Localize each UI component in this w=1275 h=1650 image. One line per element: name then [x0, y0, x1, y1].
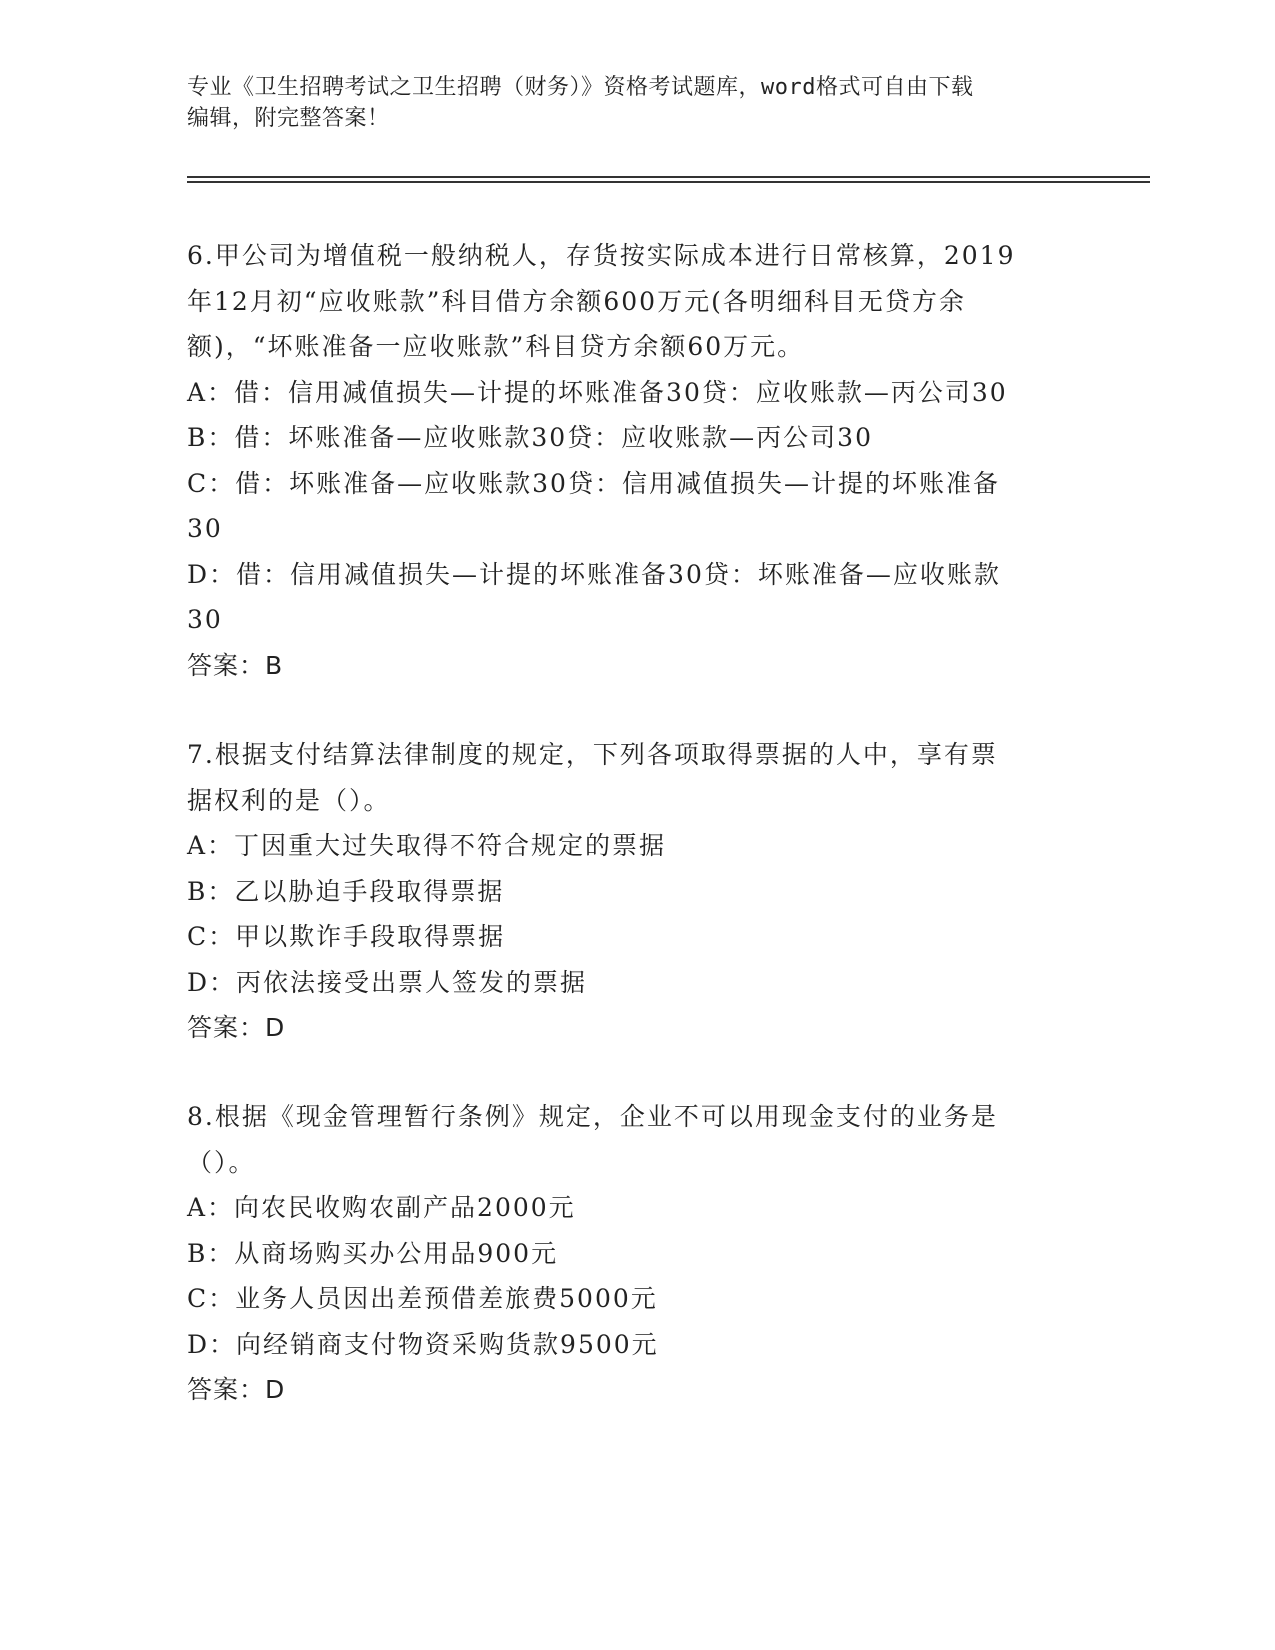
question-stem-line: 额)，“坏账准备一应收账款”科目贷方余额60万元。: [187, 332, 805, 361]
option-a: A：丁因重大过失取得不符合规定的票据: [187, 831, 667, 860]
option-b: B：从商场购买办公用品900元: [187, 1238, 559, 1268]
header-line-1: 专业《卫生招聘考试之卫生招聘（财务）》资格考试题库，word格式可自由下载: [187, 75, 974, 100]
header-divider-top: [187, 176, 1150, 178]
answer-label: 答案：B: [187, 650, 284, 680]
answer-label: 答案：D: [187, 1375, 286, 1404]
option-b: B：借：坏账准备—应收账款30贷：应收账款—丙公司30: [187, 423, 873, 452]
question-stem-line: 8.根据《现金管理暂行条例》规定，企业不可以用现金支付的业务是: [187, 1102, 998, 1131]
question-stem-line: 据权利的是（）。: [187, 785, 391, 815]
question-7: [187, 732, 1067, 1051]
option-a: A：借：信用减值损失—计提的坏账准备30贷：应收账款—丙公司30: [187, 377, 1008, 407]
option-c: C：甲以欺诈手段取得票据: [187, 922, 506, 951]
question-stem-line: 6.甲公司为增值税一般纳税人，存货按实际成本进行日常核算，2019: [187, 241, 1016, 270]
question-stem-line: （）。: [187, 1147, 256, 1177]
option-d: D：丙依法接受出票人签发的票据: [187, 967, 588, 997]
option-a: A：向农民收购农副产品2000元: [187, 1193, 576, 1222]
option-c: C：借：坏账准备—应收账款30贷：信用减值损失—计提的坏账准备: [187, 468, 1000, 498]
header-divider-bottom: [187, 181, 1150, 183]
option-d: D：借：信用减值损失—计提的坏账准备30贷：坏账准备—应收账款: [187, 559, 1001, 589]
question-8: [187, 1094, 1067, 1413]
question-stem-line: 年12月初“应收账款”科目借方余额600万元(各明细科目无贷方余: [187, 286, 966, 316]
option-d-continued: 30: [187, 605, 223, 634]
question-stem-line: 7.根据支付结算法律制度的规定，下列各项取得票据的人中，享有票: [187, 740, 998, 769]
document-header: [187, 72, 1067, 134]
header-line-2: 编辑，附完整答案！: [187, 106, 390, 131]
option-b: B：乙以胁迫手段取得票据: [187, 876, 505, 906]
option-c-continued: 30: [187, 514, 223, 543]
question-6: [187, 233, 1067, 688]
answer-label: 答案：D: [187, 1013, 286, 1042]
option-d: D：向经销商支付物资采购货款9500元: [187, 1329, 659, 1359]
option-c: C：业务人员因出差预借差旅费5000元: [187, 1284, 658, 1313]
